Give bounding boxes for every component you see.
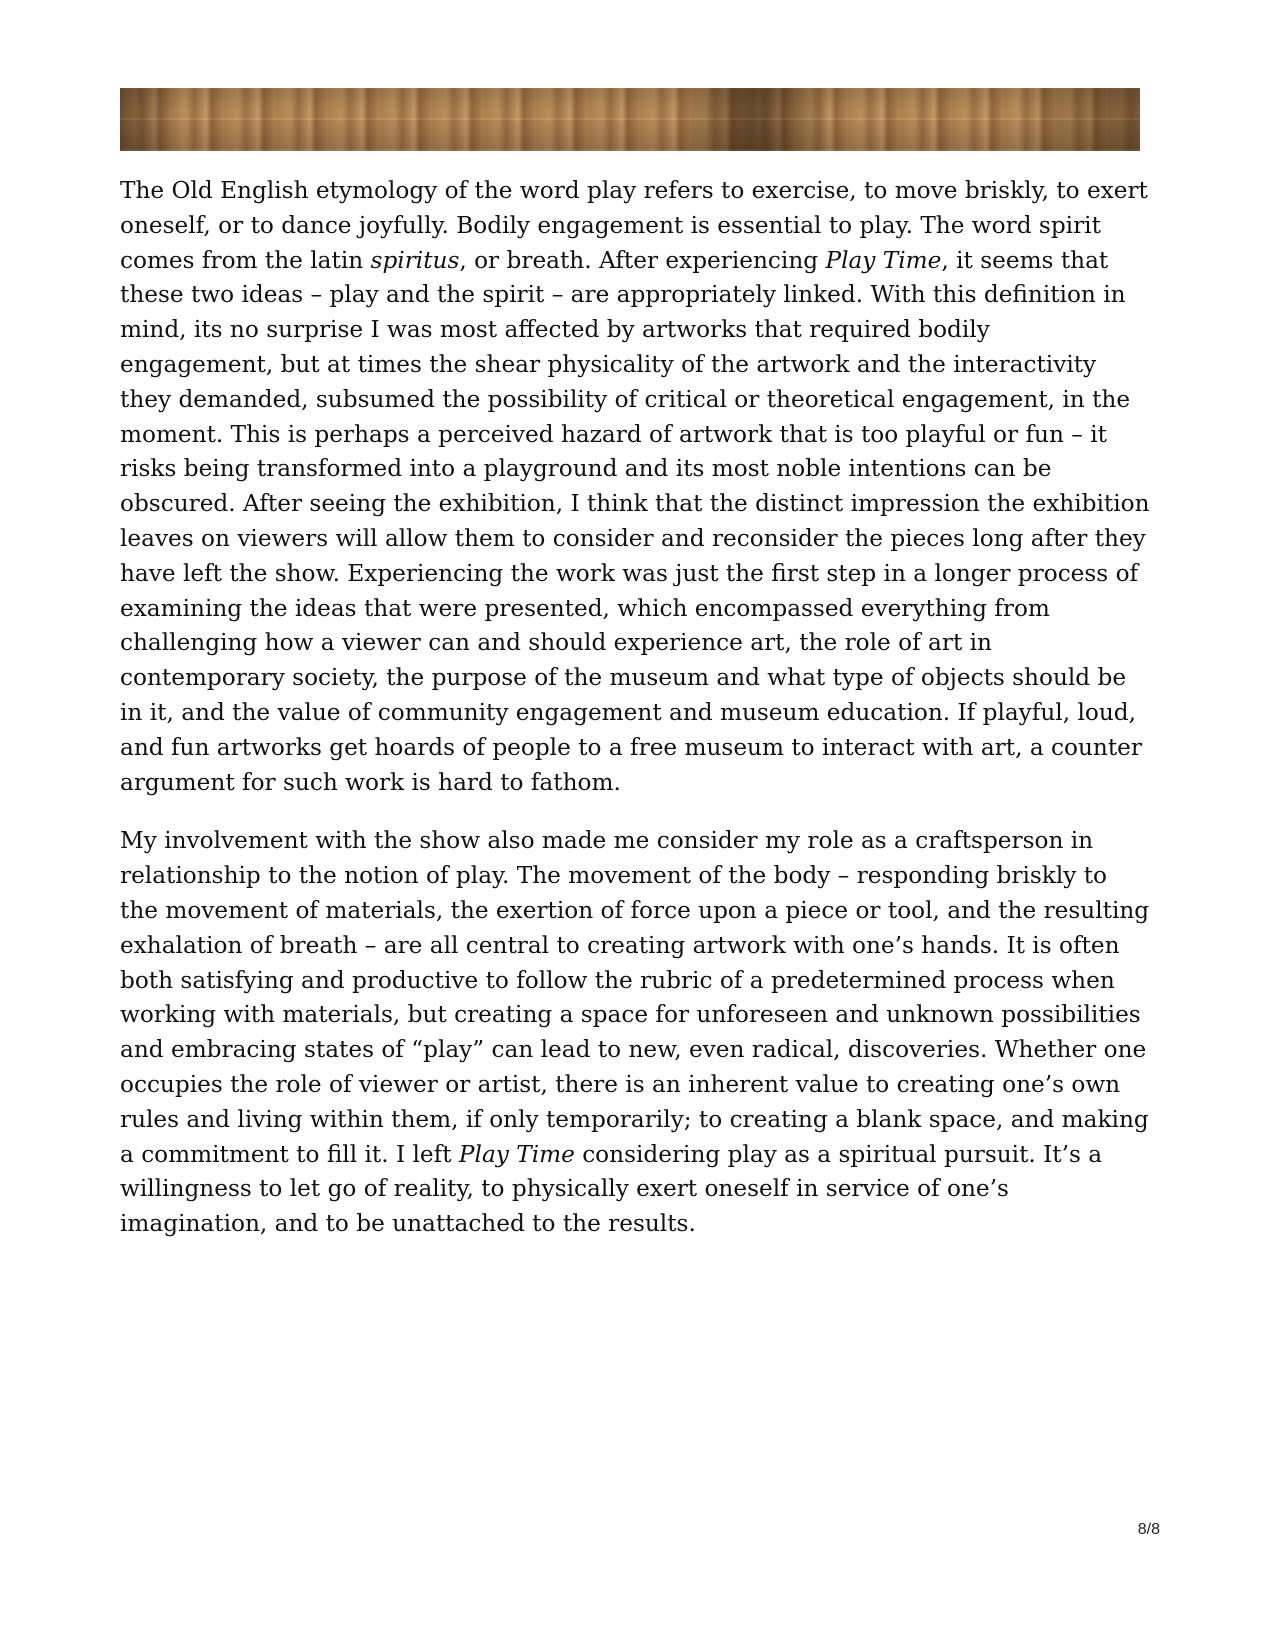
p2-italic-play-time: Play Time	[458, 1140, 575, 1168]
p1-text-3: , it seems that these two ideas – play and the spirit – are appropriately linked. With this definition in mind, its no surprise I was most affected by artworks that required bodily engagement, but at times the shear physicality of the artwork and the interactivity they demanded, subsumed the possibility of critical or theoretical engagement, in the moment. This is perhaps a perceived hazard of artwork that is too playful or fun – it risks being transformed into a playground and its most noble intentions can be obscured. After seeing the exhibition, I think that the distinct impression the exhibition leaves on viewers will allow them to consider and reconsider the pieces long after they have left the show. Experiencing the work was just the first step in a longer process of examining the ideas that were presented, which encompassed everything from challenging how a viewer can and should experience art, the role of art in contemporary society, the purpose of the museum and what type of objects should be in it, and the value of community engagement and museum education. If playful, loud, and fun artworks get hoards of people to a free museum to interact with art, a counter argument for such work is hard to fathom.	[120, 246, 1150, 796]
p2-text-1: My involvement with the show also made me consider my role as a craftsperson in relationship to the notion of play. The movement of the body – responding briskly to the movement of materials, the exertion of force upon a piece or tool, and the resulting exhalation of breath – are all central to creating artwork with one’s hands. It is often both satisfying and productive to follow the rubric of a predetermined process when working with materials, but creating a space for unforeseen and unknown possibilities and embracing states of “play” can lead to new, even radical, discoveries. Whether one occupies the role of viewer or artist, there is an inherent value to creating one’s own rules and living within them, if only temporarily; to creating a blank space, and making a commitment to fill it. I left	[120, 827, 1150, 1168]
p1-text-2: , or breath. After experiencing	[459, 246, 826, 274]
article-body	[120, 174, 1150, 1266]
p1-italic-spiritus: spiritus	[370, 246, 460, 274]
paragraph-2	[120, 824, 1150, 1242]
p1-text-1: The Old English etymology of the word play refers to exercise, to move briskly, to exert oneself, or to dance joyfully. Bodily engagement is essential to play. The word spirit comes from the latin	[120, 177, 1148, 274]
page-number: 8/8	[1137, 1521, 1160, 1538]
header-photo-parquet-floor	[120, 88, 1140, 151]
p2-text-2: considering play as a spiritual pursuit. It’s a willingness to let go of reality, to physically exert oneself in service of one’s imagination, and to be unattached to the results.	[120, 1140, 1103, 1238]
p1-italic-play-time: Play Time	[825, 246, 942, 274]
paragraph-1	[120, 174, 1150, 800]
